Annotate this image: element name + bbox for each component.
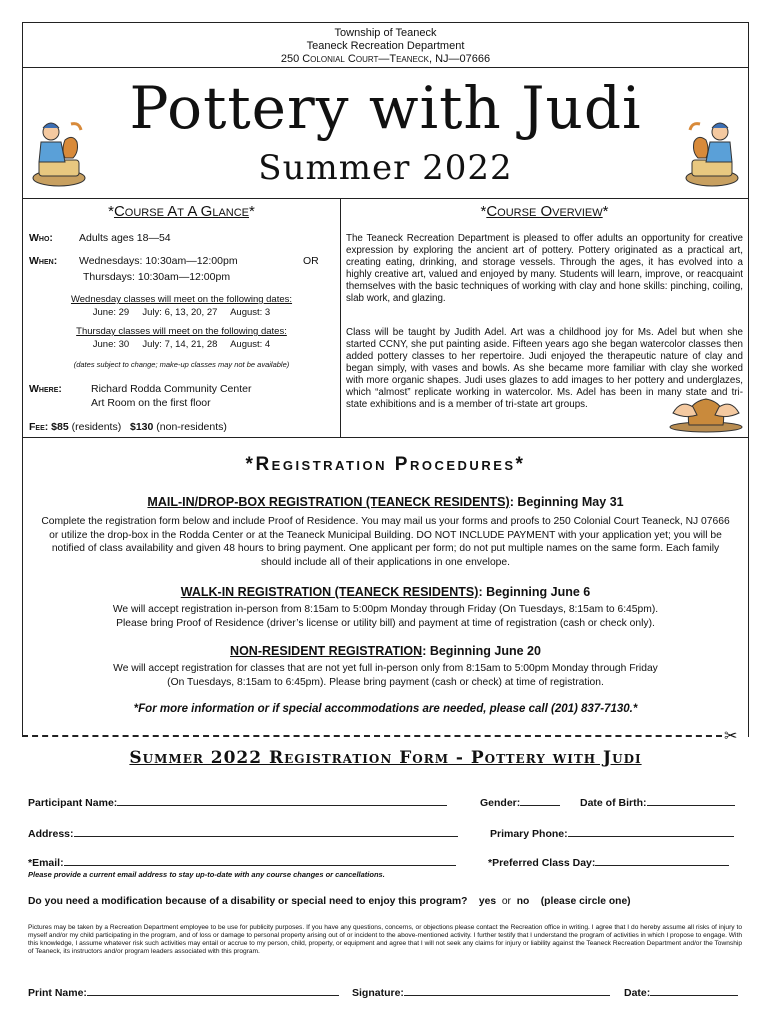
glance-heading: *Course At A Glance* xyxy=(108,203,255,220)
date-row xyxy=(624,985,738,999)
overview-heading-text: Course Overview xyxy=(486,203,603,220)
overview-heading: *Course Overview* xyxy=(480,203,609,220)
where-label: Where: xyxy=(29,383,62,395)
overview-box xyxy=(340,198,749,438)
date-label: Date: xyxy=(624,987,651,999)
when-wednesday: Wednesdays: 10:30am—12:00pm xyxy=(79,255,238,267)
township-name: Township of Teaneck xyxy=(334,27,437,39)
where-line2: Art Room on the first floor xyxy=(91,397,211,409)
wednesday-dates-heading: Wednesday classes will meet on the following dates: xyxy=(70,294,293,305)
info-line: *For more information or if special accommodations are needed, please call (201) 837-7130.* xyxy=(133,703,638,715)
phone-label: Primary Phone: xyxy=(490,828,568,840)
phone-row xyxy=(490,826,734,840)
where-line1: Richard Rodda Community Center xyxy=(91,383,252,395)
print-name-field[interactable] xyxy=(87,985,339,996)
address-row xyxy=(28,826,458,840)
dob-field[interactable] xyxy=(647,795,735,806)
thursday-dates-heading: Thursday classes will meet on the following dates: xyxy=(76,326,287,337)
legal-disclaimer: Pictures may be taken by a Recreation Department employee to be use for publicity purposes. If you have any questions, concerns, or objections please contact the Recreation office in writing. I agree that I do hereby assume all risks of injury to myself and/or my child participating in the program, and of loss or damage to personal property arising out of or incident to the above-mentioned activity. I further testify that I understand the program of activities in which I propose to engage. With this knowledge, I assume whatever risk such activities may entail or accrue to my person, child, property, or equipment and agree that I will not seek any claims for injury or liability against the Teaneck Recreation Department and/or the Township of Teaneck, its instructors and/or program leaders associated with this program. xyxy=(28,924,742,955)
wednesday-dates: June: 29 July: 6, 13, 20, 27 August: 3 xyxy=(92,307,271,318)
gender-label: Gender: xyxy=(480,797,521,809)
phone-field[interactable] xyxy=(568,826,734,837)
modification-yes[interactable]: yes xyxy=(478,896,497,907)
class-day-row xyxy=(488,855,729,869)
participant-label: Participant Name: xyxy=(28,797,118,809)
class-day-label: *Preferred Class Day: xyxy=(488,857,596,869)
participant-name-field[interactable] xyxy=(117,795,447,806)
email-row xyxy=(28,855,456,869)
address-field[interactable] xyxy=(74,826,458,837)
pottery-hands-icon xyxy=(667,389,745,433)
fee-label: Fee: xyxy=(29,421,49,433)
fee-nonresident-amount: $130 xyxy=(130,421,154,433)
signature-field[interactable] xyxy=(404,985,610,996)
participant-row xyxy=(28,795,447,809)
overview-paragraph-2: Class will be taught by Judith Adel. Art was a childhood joy for Ms. Adel but when she started CCNY, she put painting aside. Fifteen years ago she began watercolor classes then added pottery classes to her repertoire. Judi enjoyed the therapeutic nature of clay and began simply, with vases and bowls. As she became more familiar with clay she worked with more organic shapes. Judi uses glazes to add images to her pottery and underglazes, which “almost” replicate working in watercolor. Ms. Adel has been in many state and tri-state exhibitions and is a member of tri-state art groups. xyxy=(346,327,743,410)
thursday-dates: June: 30 July: 7, 14, 21, 28 August: 4 xyxy=(92,339,271,350)
print-name-label: Print Name: xyxy=(28,987,87,999)
email-field[interactable] xyxy=(64,855,456,866)
page-subtitle: Summer 2022 xyxy=(258,148,513,188)
print-name-row xyxy=(28,985,339,999)
modification-or: or xyxy=(501,896,511,907)
mail-in-heading: MAIL-IN/DROP-BOX REGISTRATION (TEANECK RESIDENTS): Beginning May 31 xyxy=(147,495,624,509)
cut-line xyxy=(22,735,722,737)
mail-in-body: Complete the registration form below and include Proof of Residence. You may mail us your forms and proofs to 250 Colonial Court Teaneck, NJ 07666 or utilize the drop-box in the Rodda Center or at the Teaneck Municipal Building. DO NOT INCLUDE PAYMENT with your application yet; you will be notified of class availability and given 48 hours to bring payment. One applicant per form; do not put multiple names on the same form. Each family should include all of their applications in one envelope. xyxy=(41,516,730,568)
fee-row xyxy=(29,421,227,434)
glance-heading-text: Course At A Glance xyxy=(113,203,250,220)
department-address: 250 Colonial Court—Teaneck, NJ—07666 xyxy=(280,53,491,65)
signature-row xyxy=(352,985,610,999)
title-box xyxy=(22,67,749,199)
when-or: OR xyxy=(303,255,319,267)
fee-resident-text: (residents) xyxy=(71,421,122,433)
email-label: *Email: xyxy=(28,857,64,869)
registration-box xyxy=(22,437,749,737)
nonresident-body-1: We will accept registration for classes that are not yet full in-person only from 8:15am to 5:00pm Monday through Friday xyxy=(113,663,658,674)
department-name: Teaneck Recreation Department xyxy=(306,40,465,52)
email-note: Please provide a current email address to stay up-to-date with any course changes or cancellations. xyxy=(28,870,385,879)
dob-label: Date of Birth: xyxy=(580,797,647,809)
glance-box xyxy=(22,198,341,438)
modification-no[interactable]: no xyxy=(516,896,530,907)
class-day-field[interactable] xyxy=(595,855,729,866)
nonresident-heading: NON-RESIDENT REGISTRATION: Beginning June 20 xyxy=(230,644,541,658)
walk-in-heading: WALK-IN REGISTRATION (TEANECK RESIDENTS): Beginning June 6 xyxy=(180,585,591,599)
form-title: Summer 2022 Registration Form - Pottery with Judi xyxy=(129,748,642,768)
fee-resident-amount: $85 xyxy=(51,421,69,433)
fee-nonresident-text: (non-residents) xyxy=(156,421,227,433)
date-field[interactable] xyxy=(650,985,738,996)
when-thursday: Thursdays: 10:30am—12:00pm xyxy=(83,271,231,283)
modification-question: Do you need a modification because of a disability or special need to enjoy this program? xyxy=(28,896,468,907)
who-row xyxy=(29,232,171,245)
scissors-icon: ✂ xyxy=(724,728,738,745)
address-label: Address: xyxy=(28,828,74,840)
walk-in-body-2: Please bring Proof of Residence (driver’s license or utility bill) and payment at time of registration (cash or check only). xyxy=(116,617,655,629)
gender-field[interactable] xyxy=(520,795,560,806)
when-row xyxy=(29,255,334,268)
walk-in-body-1: We will accept registration in-person from 8:15am to 5:00pm Monday through Friday (On Tuesdays, 8:15am to 6:45pm). xyxy=(112,604,659,615)
dates-note: (dates subject to change; make-up classes may not be available) xyxy=(73,360,290,369)
modification-row xyxy=(28,896,631,907)
page-title: Pottery with Judi xyxy=(129,74,642,142)
where-row xyxy=(29,383,251,396)
who-value: Adults ages 18—54 xyxy=(79,232,171,244)
overview-paragraph-1: The Teaneck Recreation Department is pleased to offer adults an opportunity for creative expression by exploring the ancient art of pottery. Pottery originated as a practical art, creating eating, drinking, and storage vessels. Through the ages, it has evolved into a highly creative art, valued and enjoyed by many. Students will learn, improve, or reacquaint themselves with the basic techniques of working with clay and hone skills: pinching, coiling, slab work, and glazing. xyxy=(346,233,743,304)
who-label: Who: xyxy=(29,232,53,244)
when-label: When: xyxy=(29,255,58,267)
circle-note: (please circle one) xyxy=(540,896,631,907)
registration-heading: *Registration Procedures* xyxy=(245,454,526,475)
nonresident-body-2: (On Tuesdays, 8:15am to 6:45pm). Please bring payment (cash or check) at time of registration. xyxy=(167,676,604,688)
signature-label: Signature: xyxy=(352,987,404,999)
dob-row xyxy=(580,795,735,809)
header-box xyxy=(22,22,749,68)
gender-row xyxy=(480,795,560,809)
